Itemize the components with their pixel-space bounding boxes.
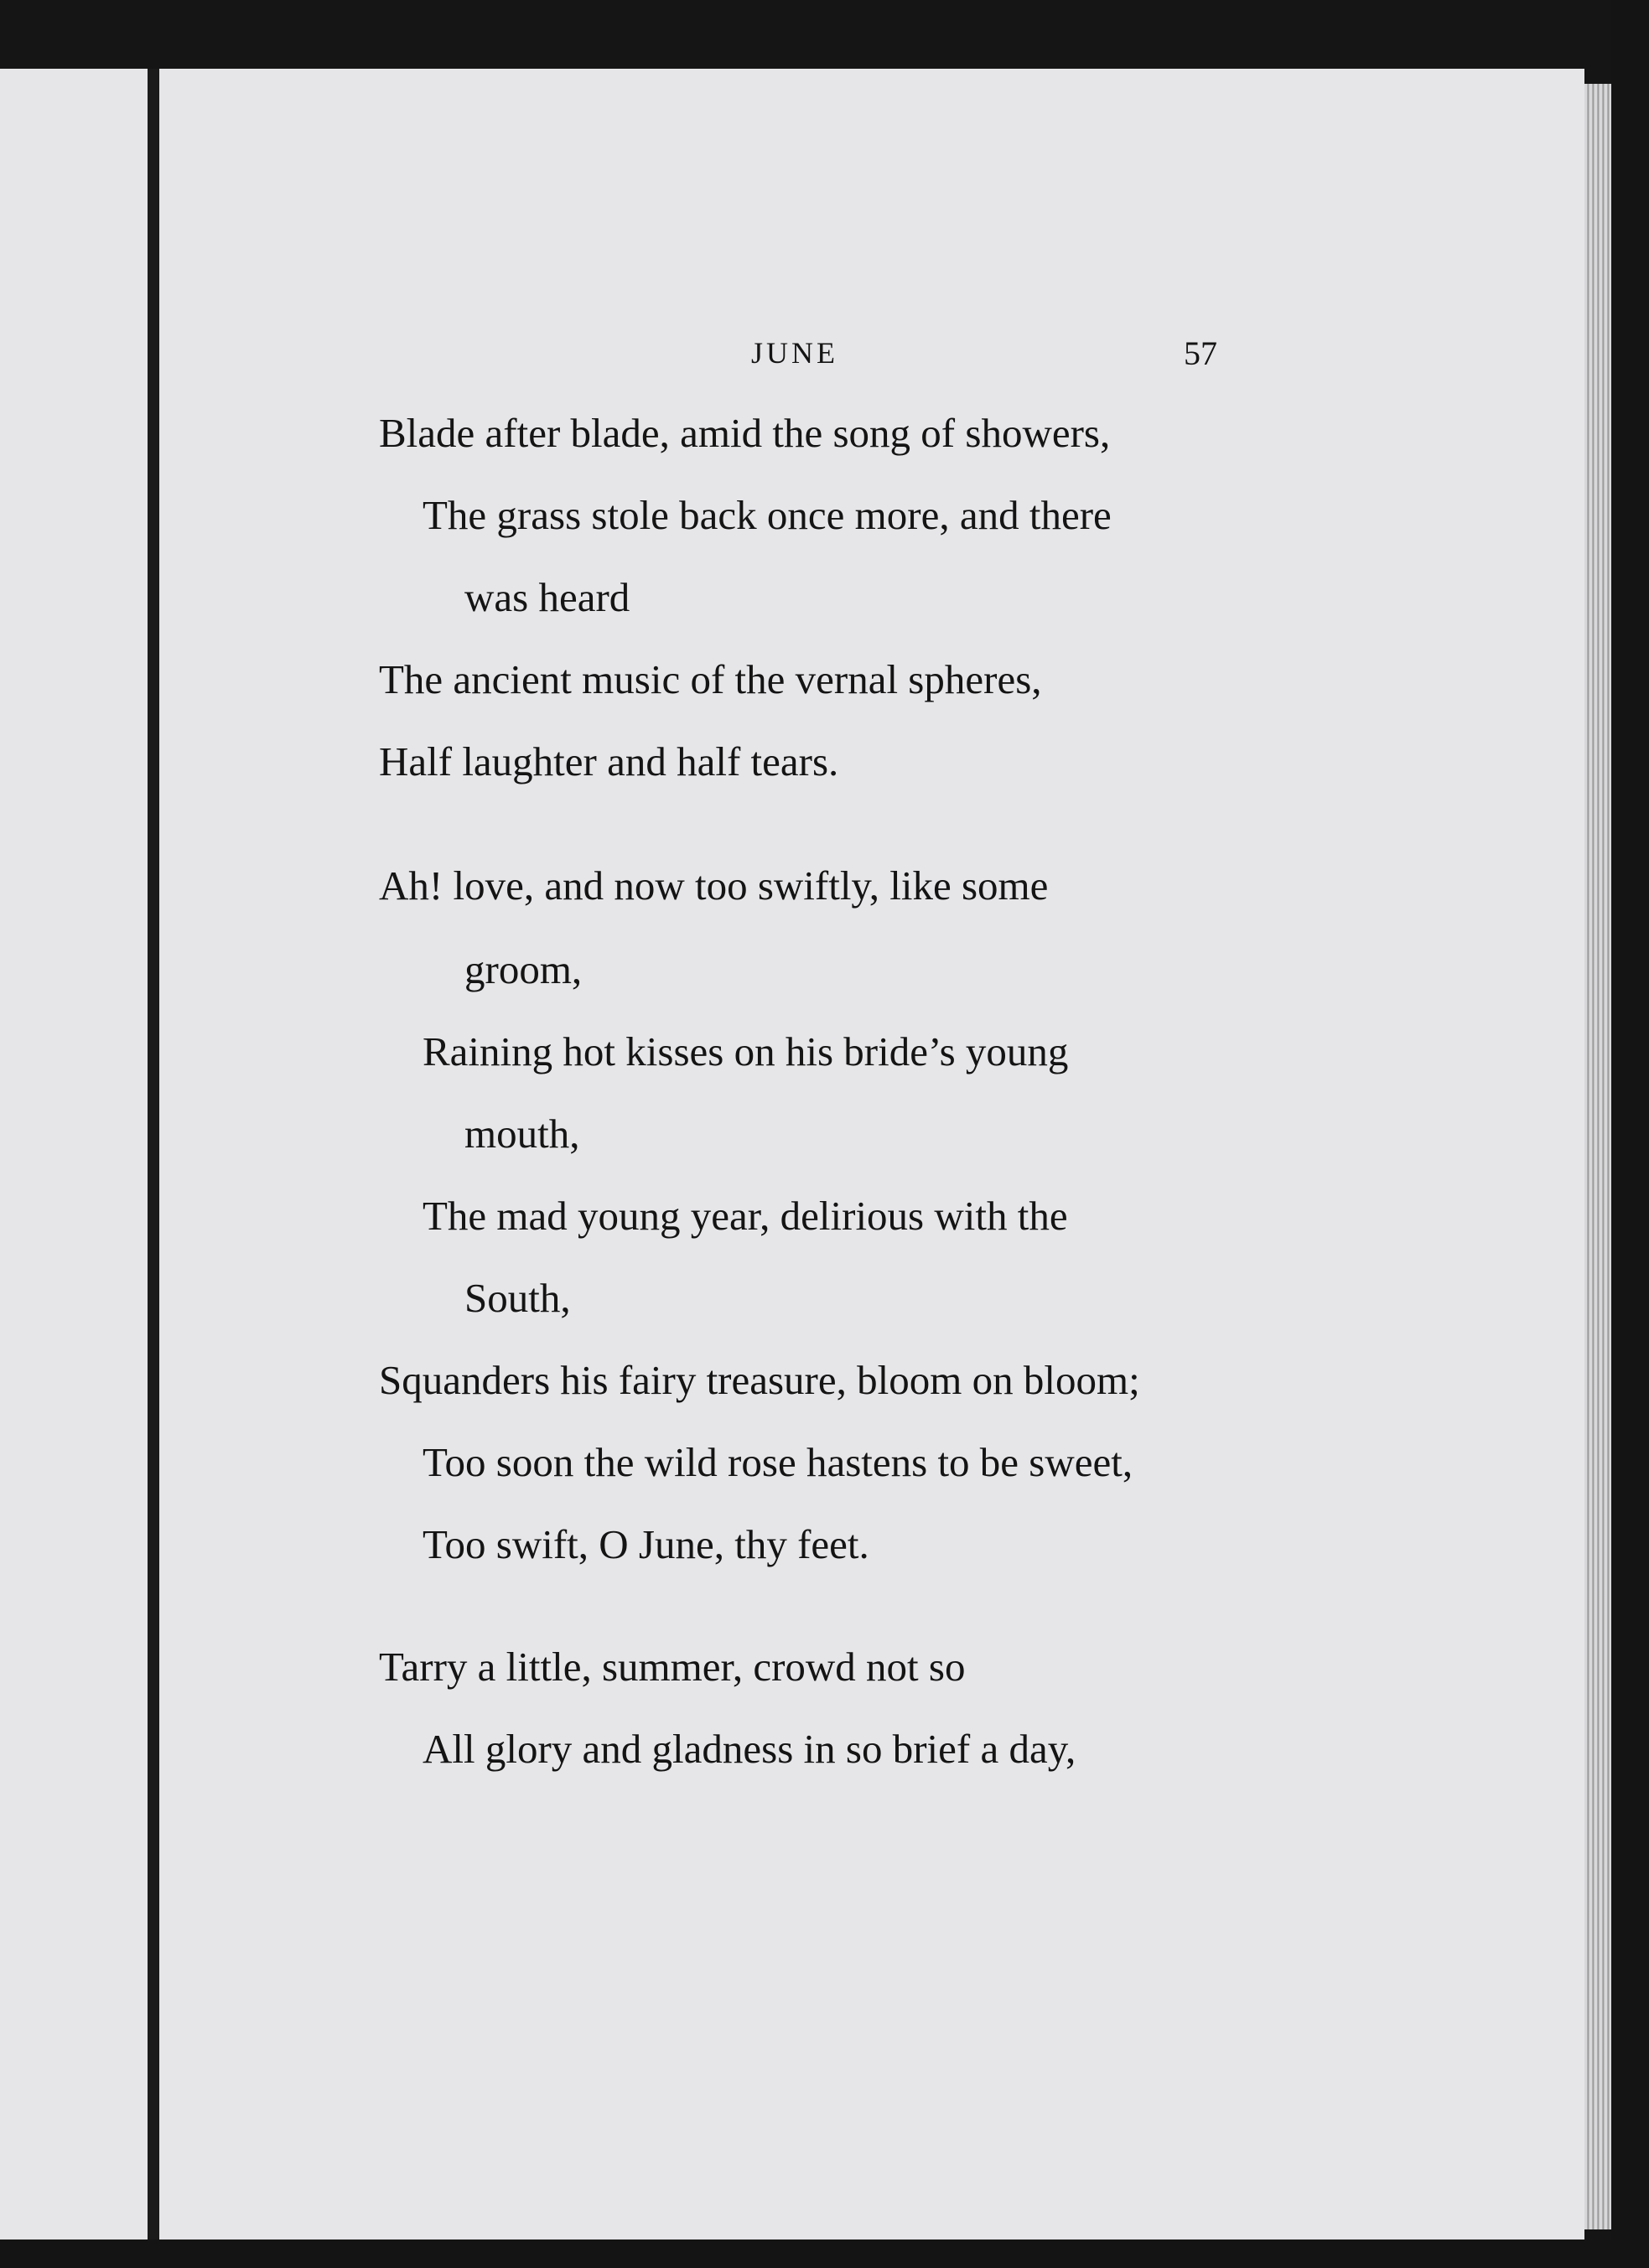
poem-line: Ah! love, and now too swiftly, like some bbox=[379, 862, 1049, 909]
poem-line: Squanders his fairy treasure, bloom on bloom; bbox=[379, 1357, 1140, 1403]
poem-line: The grass stole back once more, and there bbox=[423, 492, 1112, 538]
poem-line: was heard bbox=[464, 574, 630, 620]
poem-line: Half laughter and half tears. bbox=[379, 738, 839, 784]
poem-line: All glory and gladness in so brief a day, bbox=[423, 1726, 1076, 1772]
poem-line: mouth, bbox=[464, 1111, 580, 1157]
page-number: 57 bbox=[1184, 334, 1217, 372]
left-page-margin bbox=[0, 69, 148, 2240]
poem-line: The ancient music of the vernal spheres, bbox=[379, 656, 1042, 702]
poem-line: Too soon the wild rose hastens to be sweet, bbox=[423, 1439, 1133, 1485]
poem-line: South, bbox=[464, 1275, 571, 1321]
poem-line: Blade after blade, amid the song of showers, bbox=[379, 410, 1111, 456]
page-edges bbox=[1584, 84, 1611, 2229]
scan-border-right bbox=[1611, 0, 1649, 2268]
poem-line: groom, bbox=[464, 946, 583, 992]
poem-line: Too swift, O June, thy feet. bbox=[423, 1521, 869, 1567]
running-head: JUNE bbox=[751, 336, 838, 370]
poem-line: Raining hot kisses on his bride’s young bbox=[423, 1028, 1069, 1074]
book-gutter bbox=[148, 69, 159, 2248]
poem-line: The mad young year, delirious with the bbox=[423, 1193, 1068, 1239]
poem-line: Tarry a little, summer, crowd not so bbox=[379, 1644, 966, 1690]
scan-border-bottom bbox=[0, 2240, 1649, 2268]
book-page bbox=[159, 69, 1584, 2248]
